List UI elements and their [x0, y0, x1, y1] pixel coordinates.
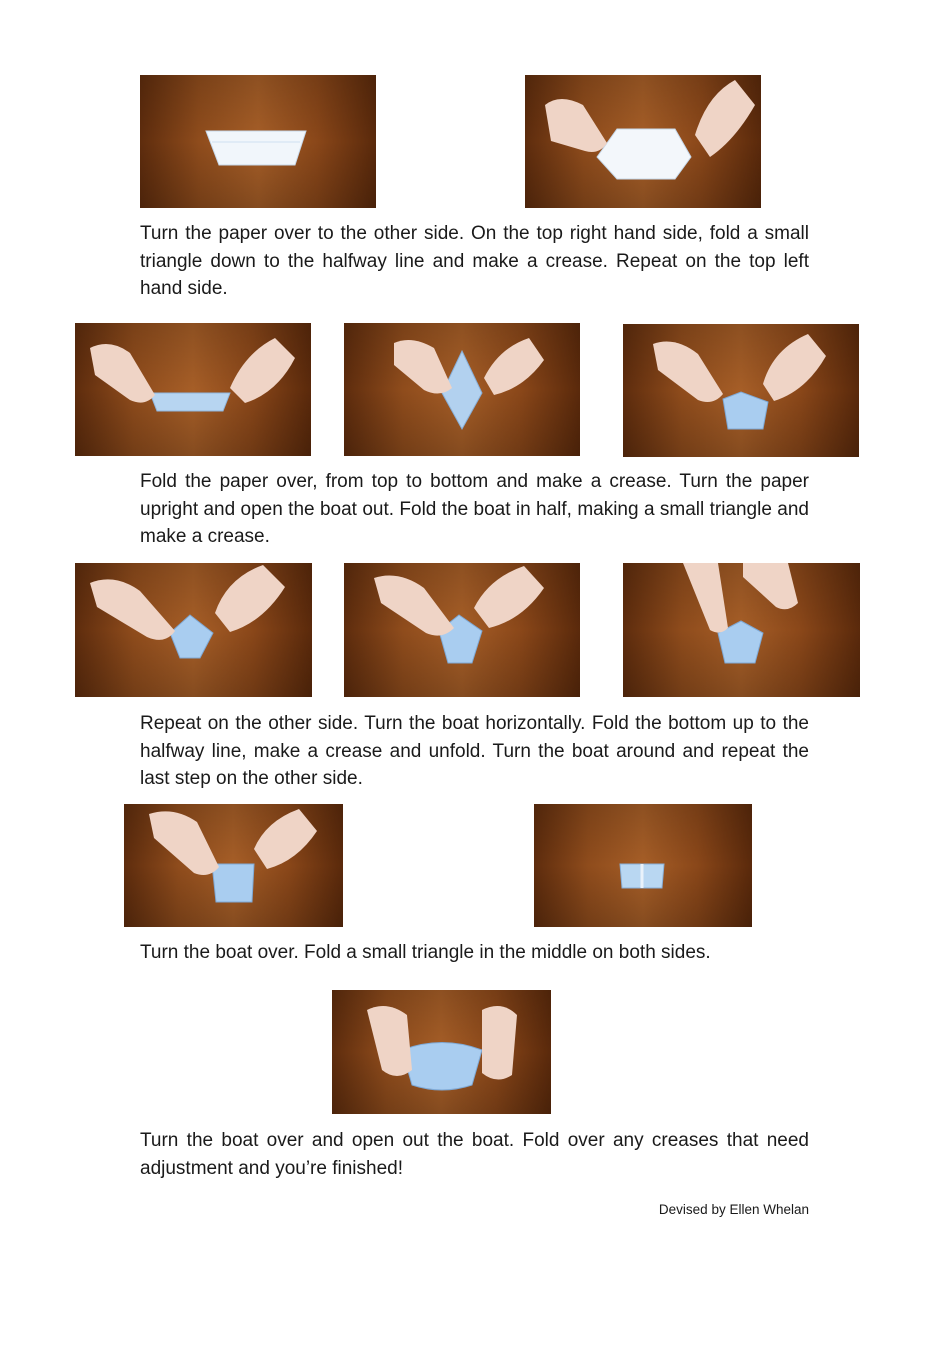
author-credit: Devised by Ellen Whelan: [658, 1202, 809, 1217]
step-photo-2a: [75, 323, 311, 456]
step-photo-4a: [124, 804, 343, 927]
step-photo-4b: [534, 804, 752, 927]
step-photo-3b: [344, 563, 580, 697]
step-text-1: Turn the paper over to the other side. On the top right hand side, fold a small triangle down to the halfway line and make a crease. Repeat on the top left hand side.: [140, 223, 809, 299]
step-photo-2c: [623, 324, 859, 457]
step-photo-1a: [140, 75, 376, 208]
step-text-4: Turn the boat over. Fold a small triangle in the middle on both sides.: [140, 942, 711, 963]
step-text-2: Fold the paper over, from top to bottom and make a crease. Turn the paper upright and open the boat out. Fold the boat in half, making a small triangle and make a crease.: [140, 471, 809, 547]
step-photo-3a: [75, 563, 312, 697]
step-text-5: Turn the boat over and open out the boat. Fold over any creases that need adjustment and you’re finished!: [140, 1130, 809, 1179]
step-text-3: Repeat on the other side. Turn the boat horizontally. Fold the bottom up to the halfway line, make a crease and unfold. Turn the boat around and repeat the last step on the other side.: [140, 713, 809, 789]
step-photo-2b: [344, 323, 580, 456]
step-photo-5: [332, 990, 551, 1114]
step-photo-1b: [525, 75, 761, 208]
step-photo-3c: [623, 563, 860, 697]
